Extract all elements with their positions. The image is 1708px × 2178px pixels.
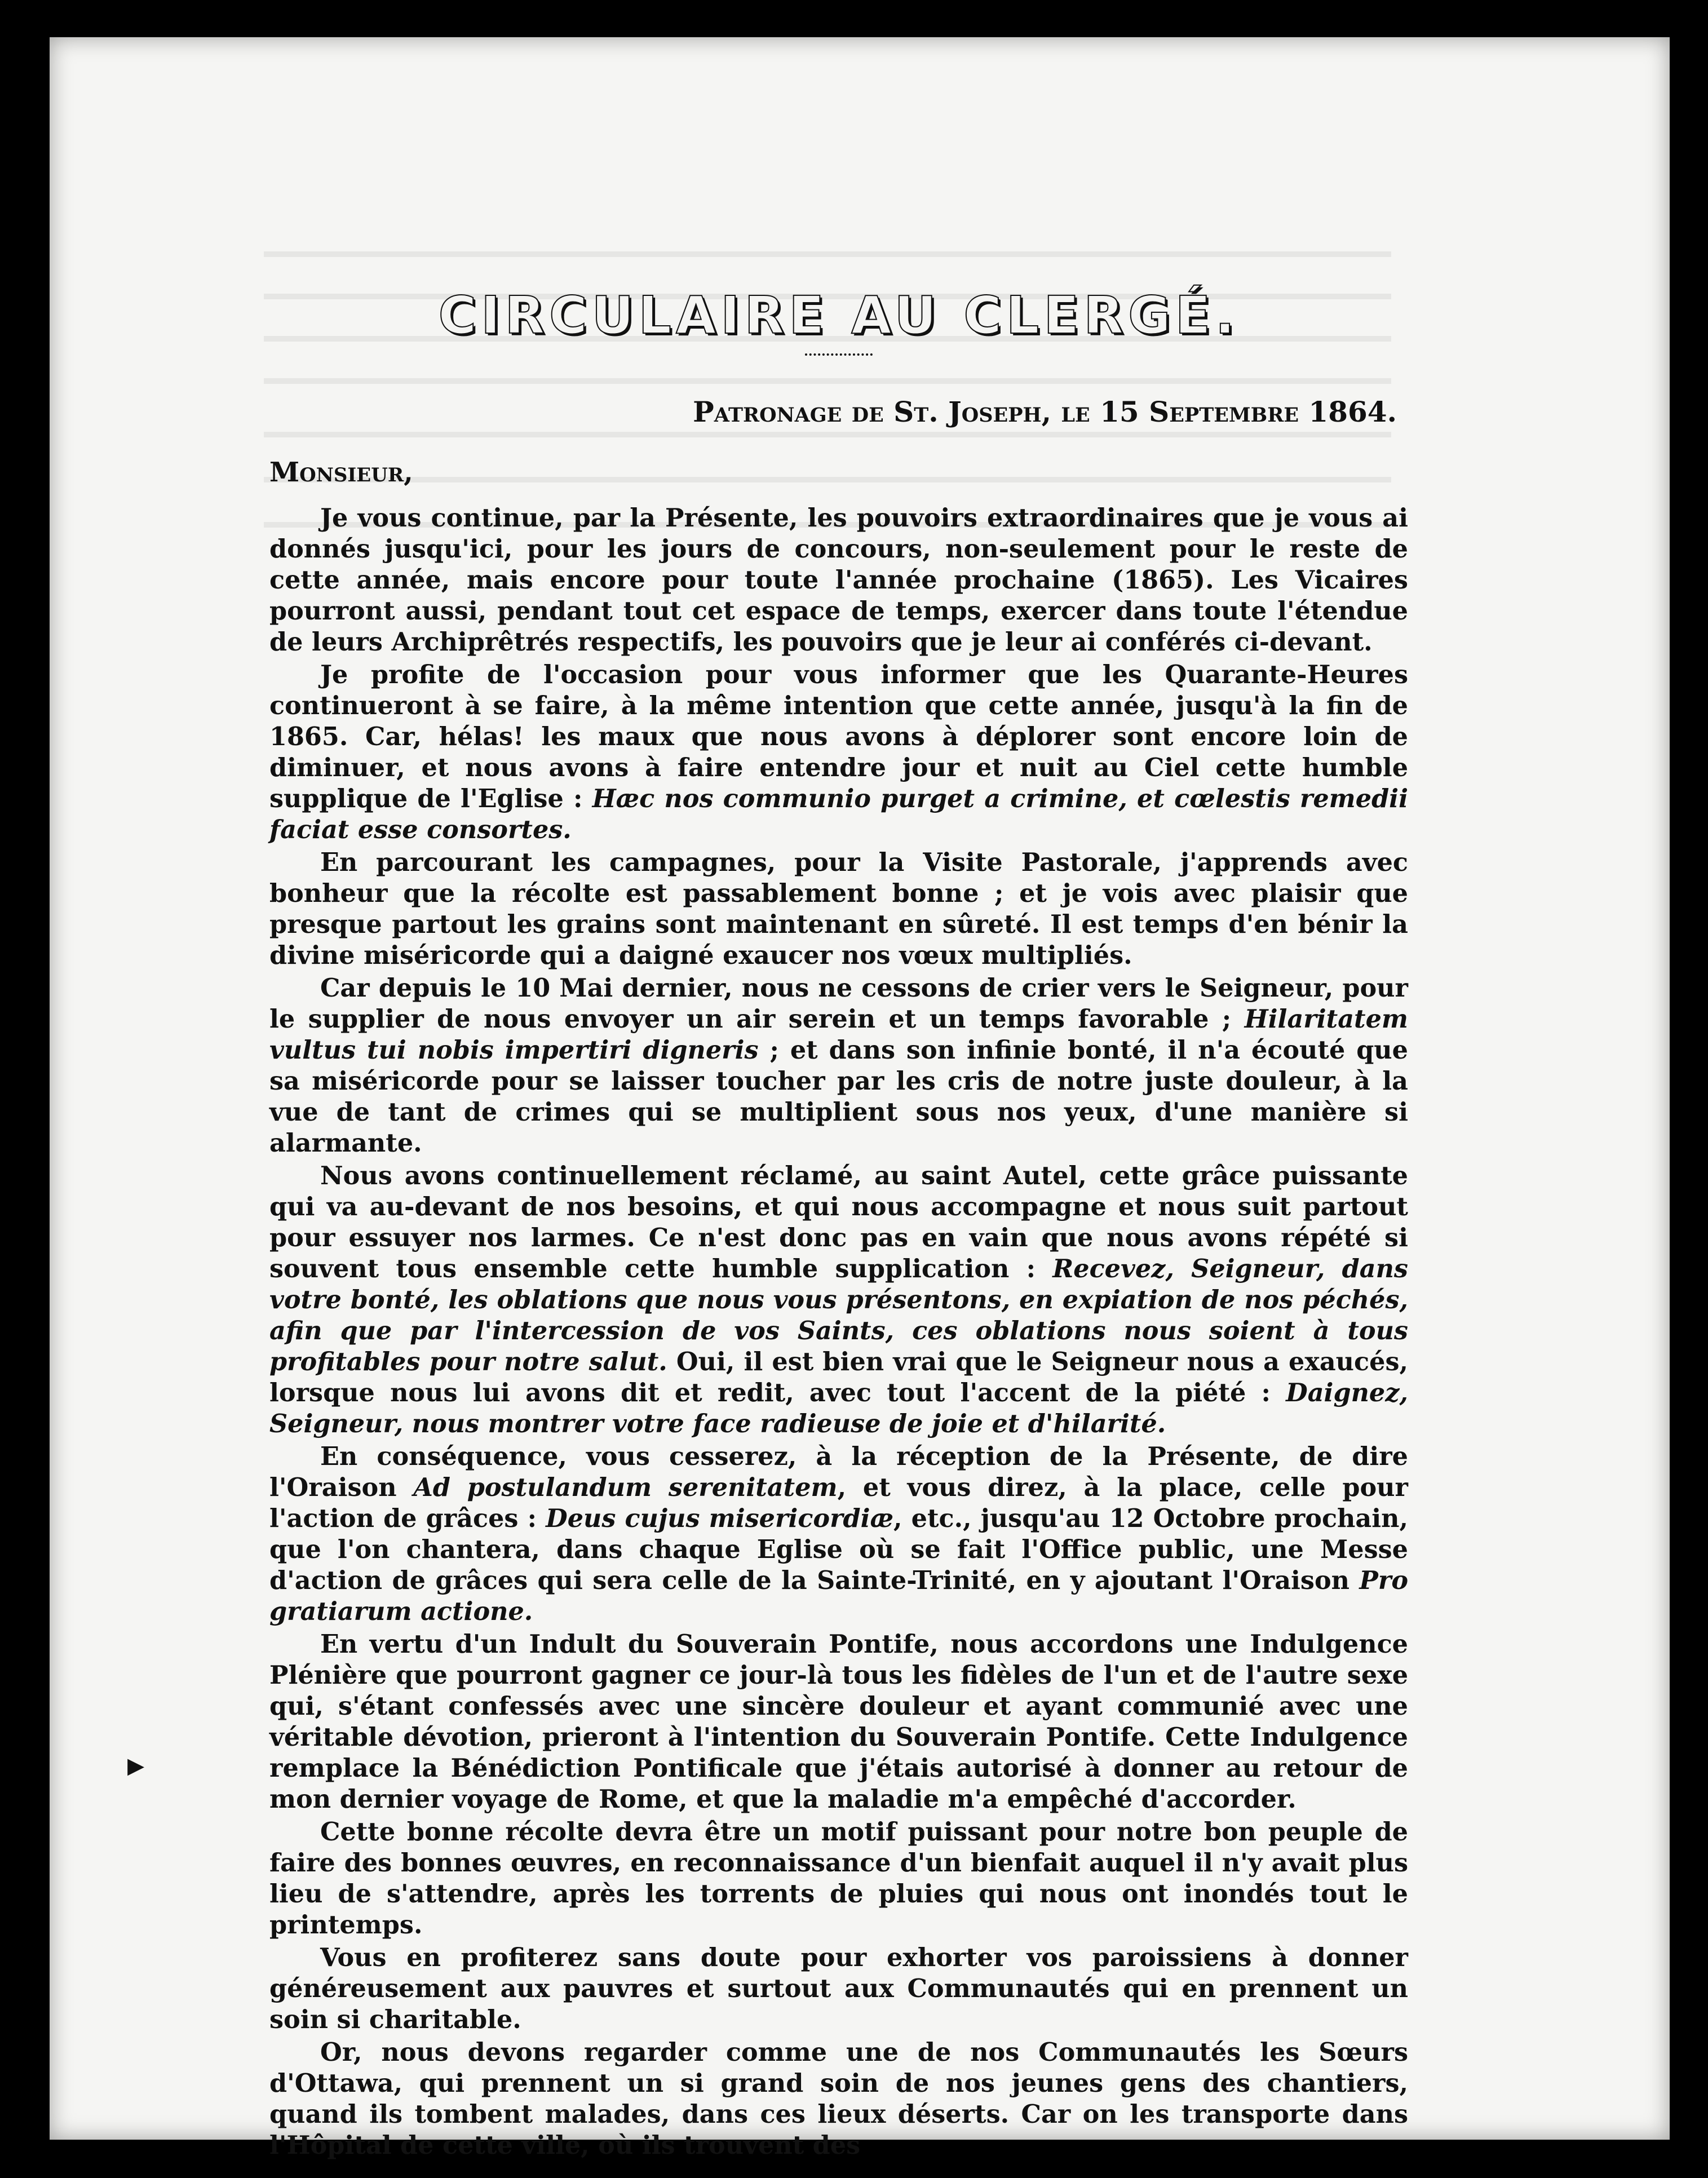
latin-quote: Ad postulandum serenitatem xyxy=(413,1473,838,1502)
body-paragraph xyxy=(269,503,1408,658)
dateline: Patronage de St. Joseph, le 15 Septembre 1864. xyxy=(693,395,1397,428)
paragraph-text: Vous en profiterez sans doute pour exhorter vos paroissiens à donner généreusement aux pauvres et surtout aux Communautés qui en prennent un soin si charitable. xyxy=(269,1943,1408,2034)
paragraph-text: En conséquence, vous cesserez, à la réception de la Présente, de dire l'Oraison xyxy=(269,1442,1408,1502)
body-paragraph xyxy=(269,1161,1408,1440)
body-paragraph xyxy=(269,847,1408,971)
paragraph-text: Nous avons continuellement réclamé, au saint Autel, cette grâce puissante qui va au-devant de nos besoins, et qui nous accompagne et nous suit partout pour essuyer nos larmes. Ce n'est donc pas en vain que nous avons répété si souvent tous ensemble cette humble supplication : xyxy=(269,1161,1408,1283)
paragraph-text: Oui, il est bien vrai que le Seigneur nous a exaucés, lorsque nous lui avons dit et redit, avec tout l'accent de la piété : xyxy=(269,1347,1408,1407)
latin-quote: Hæc nos communio purget a crimine, et cœlestis remedii faciat esse consortes. xyxy=(269,784,1408,844)
paragraph-text: Or, nous devons regarder comme une de nos Communautés les Sœurs d'Ottawa, qui prennent un si grand soin de nos jeunes gens des chantiers, quand ils tombent malades, dans ces lieux déserts. Car on les transporte dans l'Hôpital de cette ville, où ils trouvent des xyxy=(269,2038,1408,2160)
latin-quote: Recevez, Seigneur, dans votre bonté, les oblations que nous vous présentons, en expiation de nos péchés, afin que par l'intercession de vos Saints, ces oblations nous soient à tous profitables pour notre salut. xyxy=(269,1254,1408,1376)
salutation: Monsieur, xyxy=(269,457,413,488)
body-paragraph xyxy=(269,659,1408,845)
title-divider xyxy=(805,353,873,359)
paragraph-text: Car depuis le 10 Mai dernier, nous ne cessons de crier vers le Seigneur, pour le supplier de nous envoyer un air serein et un temps favorable ; xyxy=(269,973,1408,1034)
paragraph-text: Je vous continue, par la Présente, les pouvoirs extraordinaires que je vous ai donnés jusqu'ici, pour les jours de concours, non-seulement pour le reste de cette année, mais encore pour toute l'année prochaine (1865). Les Vicaires pourront aussi, pendant tout cet espace de temps, exercer dans toute l'étendue de leurs Archiprêtrés respectifs, les pouvoirs que je leur ai conférés ci-devant. xyxy=(269,503,1408,657)
paragraph-text: Je profite de l'occasion pour vous informer que les Quarante-Heures continueront à se faire, à la même intention que cette année, jusqu'à la fin de 1865. Car, hélas! les maux que nous avons à déplorer sont encore loin de diminuer, et nous avons à faire entendre jour et nuit au Ciel cette humble supplique de l'Eglise : xyxy=(269,660,1408,813)
document-title: CIRCULAIRE AU CLERGÉ. xyxy=(438,285,1240,346)
paragraph-text: En vertu d'un Indult du Souverain Pontife, nous accordons une Indulgence Plénière que pourront gagner ce jour-là tous les fidèles de l'un et de l'autre sexe qui, s'étant confessés avec une sincère douleur et ayant communié avec une véritable dévotion, prieront à l'intention du Souverain Pontife. Cette Indulgence remplace la Bénédiction Pontificale que j'étais autorisé à donner au retour de mon dernier voyage de Rome, et que la maladie m'a empêché d'accorder. xyxy=(269,1630,1408,1814)
document-page xyxy=(50,37,1670,2160)
body-paragraph xyxy=(269,1817,1408,1941)
document-body xyxy=(269,285,1408,2163)
latin-quote: Deus cujus misericordiæ xyxy=(546,1504,894,1533)
body-paragraph xyxy=(269,1942,1408,2035)
latin-quote: Pro gratiarum actione. xyxy=(269,1566,1408,1626)
body-paragraph xyxy=(269,1441,1408,1627)
latin-quote: Hilaritatem vultus tui nobis impertiri digneris xyxy=(269,1004,1408,1065)
margin-arrow-icon: ▸ xyxy=(127,1745,145,1785)
body-paragraph xyxy=(269,973,1408,1159)
body-paragraph xyxy=(269,1629,1408,1815)
paragraph-text: En parcourant les campagnes, pour la Visite Pastorale, j'apprends avec bonheur que la récolte est passablement bonne ; et je vois avec plaisir que presque partout les grains sont maintenant en sûreté. Il est temps d'en bénir la divine miséricorde qui a daigné exaucer nos vœux multipliés. xyxy=(269,848,1408,970)
paragraph-text: , etc., jusqu'au 12 Octobre prochain, que l'on chantera, dans chaque Eglise où se fait l'Office public, une Messe d'action de grâces qui sera celle de la Sainte-Trinité, en y ajoutant l'Oraison xyxy=(269,1504,1408,1595)
paragraph-text: , et vous direz, à la place, celle pour l'action de grâces : xyxy=(269,1473,1408,1533)
paragraph-text: ; et dans son infinie bonté, il n'a écouté que sa miséricorde pour se laisser toucher par les cris de notre juste douleur, à la vue de tant de crimes qui se multiplient sous nos yeux, d'une manière si alarmante. xyxy=(269,1035,1408,1158)
paragraph-list xyxy=(269,503,1408,2161)
body-paragraph xyxy=(269,2037,1408,2161)
latin-quote: Daignez, Seigneur, nous montrer votre face radieuse de joie et d'hilarité. xyxy=(269,1378,1408,1438)
paragraph-text: Cette bonne récolte devra être un motif puissant pour notre bon peuple de faire des bonnes œuvres, en reconnaissance d'un bienfait auquel il n'y avait plus lieu de s'attendre, après les torrents de pluies qui nous ont inondés tout le printemps. xyxy=(269,1817,1408,1940)
